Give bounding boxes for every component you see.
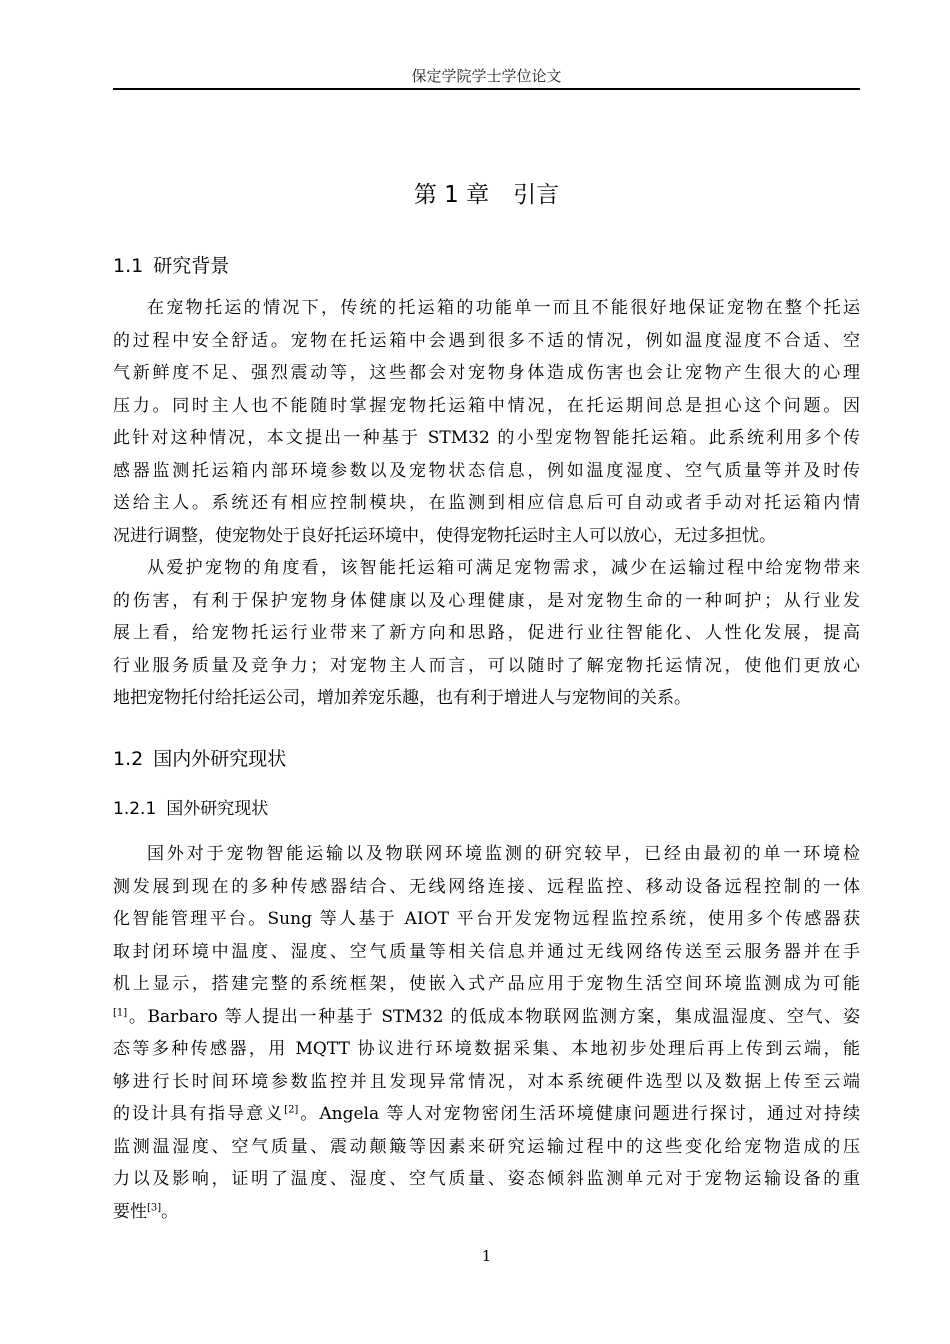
line-text: 。Angela 等人对宠物密闭生活环境健康问题进行探讨，通过对持续: [298, 1104, 860, 1124]
paragraph-line: 机上显示，搭建完整的系统框架，使嵌入式产品应用于宠物生活空间环境监测成为可能: [113, 974, 860, 994]
paragraph-line: [113, 1001, 860, 1034]
paragraph-background-2: [113, 552, 860, 715]
paragraph-line: 力以及影响，证明了温度、湿度、空气质量、姿态倾斜监测单元对于宠物运输设备的重: [113, 1169, 860, 1189]
section-number: 1.1: [113, 255, 144, 277]
line-text: 的设计具有指导意义: [113, 1104, 285, 1124]
paragraph-line: 行业服务质量及竞争力；对宠物主人而言，可以随时了解宠物托运情况，使他们更放心: [113, 655, 860, 676]
paragraph-line: 测发展到现在的多种传感器结合、无线网络连接、远程监控、移动设备远程控制的一体: [113, 876, 860, 897]
paragraph-line: [113, 1196, 860, 1229]
paragraph-background-1: [113, 292, 860, 552]
paragraph-line: 国外对于宠物智能运输以及物联网环境监测的研究较早，已经由最初的单一环境检: [147, 844, 860, 864]
chapter-title: [113, 179, 860, 211]
paragraph-line: 态等多种传感器，用 MQTT 协议进行环境数据采集、本地初步处理后再上传到云端，能: [113, 1039, 860, 1059]
paragraph-line: 取封闭环境中温度、湿度、空气质量等相关信息并通过无线网络传送至云服务器并在手: [113, 941, 860, 962]
section-title: 国外研究现状: [166, 799, 269, 819]
line-text: 要性: [113, 1201, 147, 1222]
paragraph-line: 监测温湿度、空气质量、震动颠簸等因素来研究运输过程中的这些变化给宠物造成的压: [113, 1136, 860, 1157]
paragraph-line: 送给主人。系统还有相应控制模块，在监测到相应信息后可自动或者手动对托运箱内情: [113, 493, 860, 513]
line-text: 。: [161, 1201, 179, 1222]
section-title: 国内外研究现状: [153, 748, 287, 770]
paragraph-line: 够进行长时间环境参数监控并且发现异常情况，对本系统硬件选型以及数据上传至云端: [113, 1071, 860, 1092]
paragraph-line: 的过程中安全舒适。宠物在托运箱中会遇到很多不适的情况，例如温度湿度不合适、空: [113, 330, 860, 351]
citation-ref: [2]: [284, 1104, 299, 1116]
paragraph-line: 从爱护宠物的角度看，该智能托运箱可满足宠物需求，减少在运输过程中给宠物带来: [147, 558, 860, 578]
header-rule: [113, 88, 860, 90]
section-heading-1-2-1: [113, 797, 268, 821]
paragraph-line: 况进行调整，使宠物处于良好托运环境中，使得宠物托运时主人可以放心，无过多担忧。: [113, 525, 776, 546]
citation-ref: [3]: [147, 1201, 162, 1213]
paragraph-line: 的伤害，有利于保护宠物身体健康以及心理健康，是对宠物生命的一种呵护；从行业发: [113, 590, 860, 611]
paragraph-line: [113, 1098, 860, 1131]
citation-ref: [1]: [113, 1006, 128, 1018]
paragraph-line: 感器监测托运箱内部环境参数以及宠物状态信息，例如温度湿度、空气质量等并及时传: [113, 460, 860, 481]
section-number: 1.2: [113, 748, 144, 770]
paragraph-foreign-research: [113, 838, 860, 1228]
chapter-name: 引言: [513, 182, 560, 208]
page-number: 1: [481, 1247, 492, 1265]
running-header: 保定学院学士学位论文: [411, 67, 562, 85]
paragraph-line: 在宠物托运的情况下，传统的托运箱的功能单一而且不能很好地保证宠物在整个托运: [147, 298, 860, 318]
section-heading-1-1: [113, 253, 229, 279]
chapter-number: 第 1 章: [413, 182, 490, 208]
paragraph-line: 此针对这种情况，本文提出一种基于 STM32 的小型宠物智能托运箱。此系统利用多个传: [113, 428, 860, 448]
paragraph-line: 气新鲜度不足、强烈震动等，这些都会对宠物身体造成伤害也会让宠物产生很大的心理: [113, 363, 860, 383]
paragraph-line: 化智能管理平台。Sung 等人基于 AIOT 平台开发宠物远程监控系统，使用多个传感器获: [113, 909, 860, 929]
section-number: 1.2.1: [113, 799, 157, 819]
paragraph-line: 地把宠物托付给托运公司，增加养宠乐趣，也有利于增进人与宠物间的关系。: [113, 688, 691, 708]
section-heading-1-2: [113, 746, 286, 772]
paragraph-line: 压力。同时主人也不能随时掌握宠物托运箱中情况，在托运期间总是担心这个问题。因: [113, 395, 860, 416]
section-title: 研究背景: [153, 255, 230, 277]
line-text: 。Barbaro 等人提出一种基于 STM32 的低成本物联网监测方案，集成温湿度、空气、姿: [127, 1006, 860, 1027]
paragraph-line: 展上看，给宠物托运行业带来了新方向和思路，促进行业往智能化、人性化发展，提高: [113, 623, 860, 643]
